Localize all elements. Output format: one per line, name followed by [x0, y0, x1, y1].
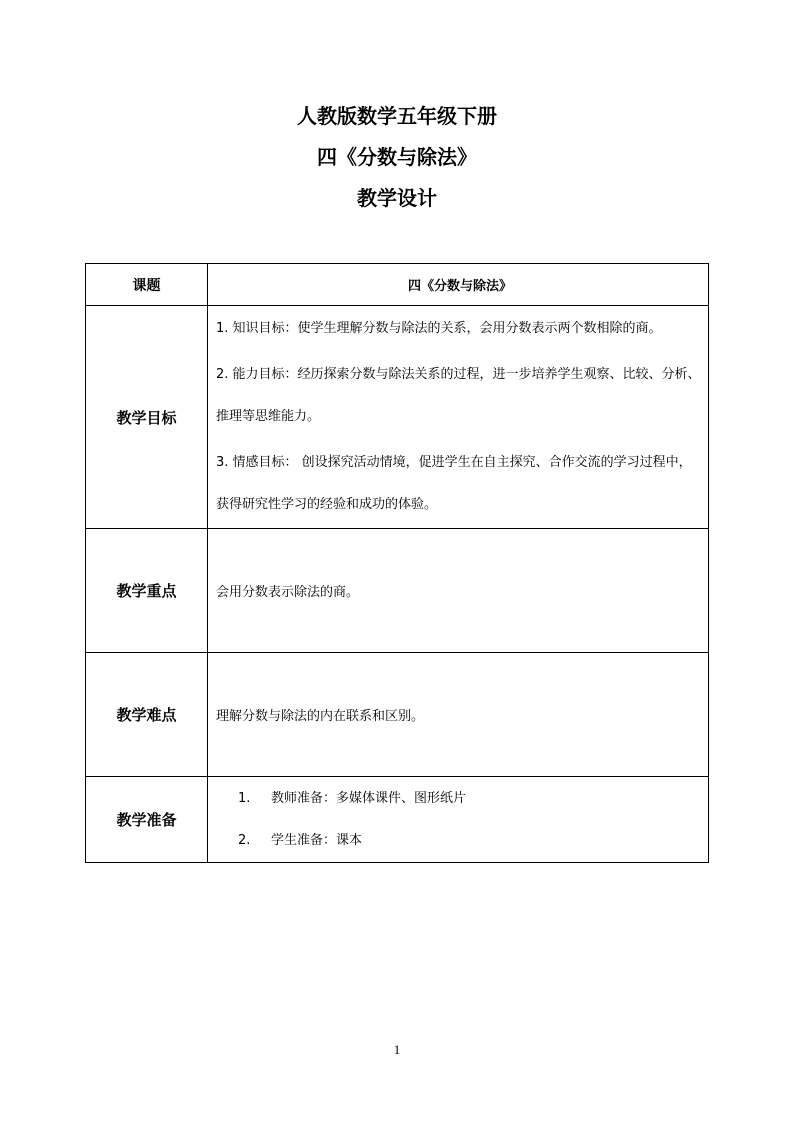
preparation-label: 教学准备 [86, 777, 208, 863]
topic-value: 四《分数与除法》 [208, 264, 709, 306]
difficulties-label: 教学难点 [86, 653, 208, 777]
table-row-preparation [86, 777, 709, 863]
list-text: 学生准备：课本 [271, 832, 363, 848]
page-number: 1 [393, 1042, 401, 1057]
table-row-difficulties [86, 653, 709, 777]
key-points-text: 会用分数表示除法的商。 [208, 529, 709, 653]
objectives-content [208, 306, 709, 529]
objective-ability: 2. 能力目标：经历探索分数与除法关系的过程，进一步培养学生观察、比较、分析、推理等思维能力。 [216, 367, 701, 424]
preparation-content [208, 777, 709, 863]
difficulties-text: 理解分数与除法的内在联系和区别。 [208, 653, 709, 777]
list-text: 教师准备：多媒体课件、图形纸片 [271, 790, 467, 806]
list-number: 1. [238, 790, 251, 806]
objective-knowledge: 1. 知识目标：使学生理解分数与除法的关系，会用分数表示两个数相除的商。 [216, 321, 662, 336]
table-row-objectives [86, 306, 709, 529]
list-item [216, 820, 704, 862]
topic-label: 课题 [86, 264, 208, 306]
document-title [0, 104, 794, 227]
lesson-plan-table [85, 263, 709, 863]
list-item [216, 778, 704, 820]
table-row-key-points [86, 529, 709, 653]
list-number: 2. [238, 832, 251, 848]
table-row-topic [86, 264, 709, 306]
objectives-label: 教学目标 [86, 306, 208, 529]
title-line-design: 教学设计 [357, 186, 437, 210]
title-line-lesson: 四《分数与除法》 [317, 145, 477, 169]
title-line-textbook: 人教版数学五年级下册 [297, 104, 497, 128]
key-points-label: 教学重点 [86, 529, 208, 653]
objective-emotion: 3. 情感目标： 创设探究活动情境，促进学生在自主探究、合作交流的学习过程中，获得研究性学习的经验和成功的体验。 [216, 455, 692, 512]
